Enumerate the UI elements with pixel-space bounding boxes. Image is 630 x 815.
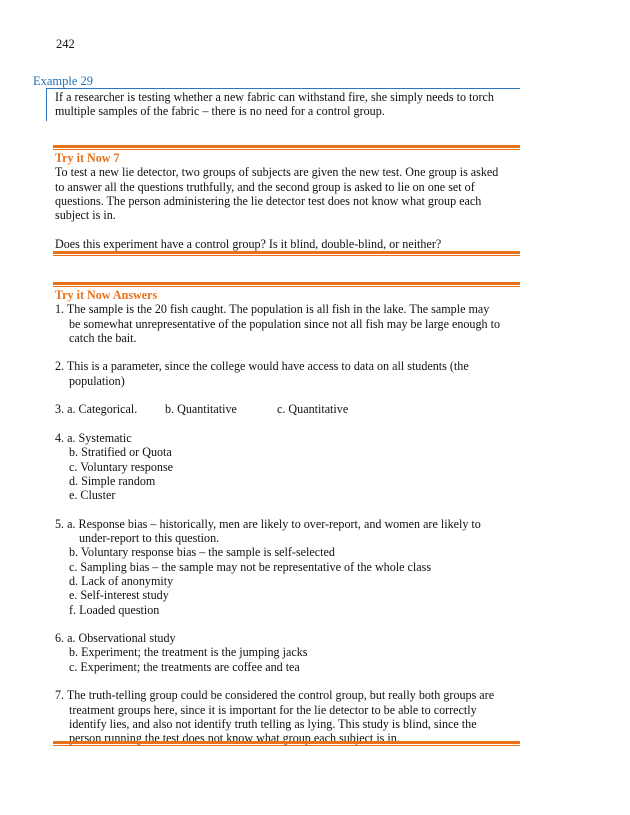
answer-7-cont: treatment groups here, since it is important for the lie detector to be able to correctly [69,702,477,717]
answer-7-cont: identify lies, and also not identify truth telling as lying. This study is blind, since the [69,716,477,731]
answers-top-rule [53,282,520,287]
answer-5-item: d. Lack of anonymity [69,573,174,588]
try-title: Try it Now 7 [55,151,120,165]
try-it-now-box [55,151,525,251]
answer-7: 7. The truth-telling group could be considered the control group, but really both groups are [55,688,495,703]
answer-4: 4. a. Systematic [55,430,132,445]
example-body [55,90,525,119]
try-line: to answer all the questions truthfully, and the second group is asked to lie on one set of [55,179,475,194]
answer-2-cont: population) [69,373,125,388]
answers-bottom-rule [53,741,520,746]
answer-6: 6. a. Observational study [55,631,176,646]
answer-6-item: c. Experiment; the treatments are coffee and tea [69,659,300,674]
answer-3b: b. Quantitative [165,402,237,417]
answer-3c: c. Quantitative [277,402,349,417]
answer-5-item: e. Self-interest study [69,588,169,603]
answer-5: 5. a. Response bias – historically, men are likely to over-report, and women are likely to [55,516,481,531]
example-side-bar [46,89,47,121]
answers-box [55,288,525,746]
example-line: If a researcher is testing whether a new fabric can withstand fire, she simply needs to torch [55,90,494,104]
answer-1-cont: be somewhat unrepresentative of the population since not all fish may be large enough to [69,316,500,331]
try-line: To test a new lie detector, two groups of subjects are given the new test. One group is asked [55,165,499,180]
answers-title: Try it Now Answers [55,288,158,302]
answer-1: 1. The sample is the 20 fish caught. The population is all fish in the lake. The sample may [55,302,490,317]
answer-4-item: b. Stratified or Quota [69,445,172,460]
example-line: multiple samples of the fabric – there is no need for a control group. [55,104,385,119]
answer-5-item: f. Loaded question [69,602,160,617]
answer-5-item: c. Sampling bias – the sample may not be representative of the whole class [69,559,432,574]
try-bottom-rule [53,251,520,256]
answer-5-cont: under-report to this question. [79,531,220,546]
answer-3a: 3. a. Categorical. [55,402,138,417]
answer-5-item: b. Voluntary response bias – the sample is self-selected [69,545,335,560]
try-line: questions. The person administering the lie detector test does not know what group each [55,193,482,208]
try-question: Does this experiment have a control group? Is it blind, double-blind, or neither? [55,236,442,251]
answer-6-item: b. Experiment; the treatment is the jumping jacks [69,645,308,660]
answer-7-cont: person running the test does not know what group each subject is in. [69,731,400,746]
example-top-rule [46,88,520,89]
answer-4-item: e. Cluster [69,488,116,503]
answer-4-item: c. Voluntary response [69,459,174,474]
answer-4-item: d. Simple random [69,473,156,488]
try-line: subject is in. [55,208,116,223]
example-label: Example 29 [33,74,94,88]
try-top-rule [53,145,520,150]
answer-2: 2. This is a parameter, since the college would have access to data on all students (the [55,359,469,374]
page-number: 242 [56,37,75,51]
answer-1-cont: catch the bait. [69,330,137,345]
answer-3 [55,402,525,416]
